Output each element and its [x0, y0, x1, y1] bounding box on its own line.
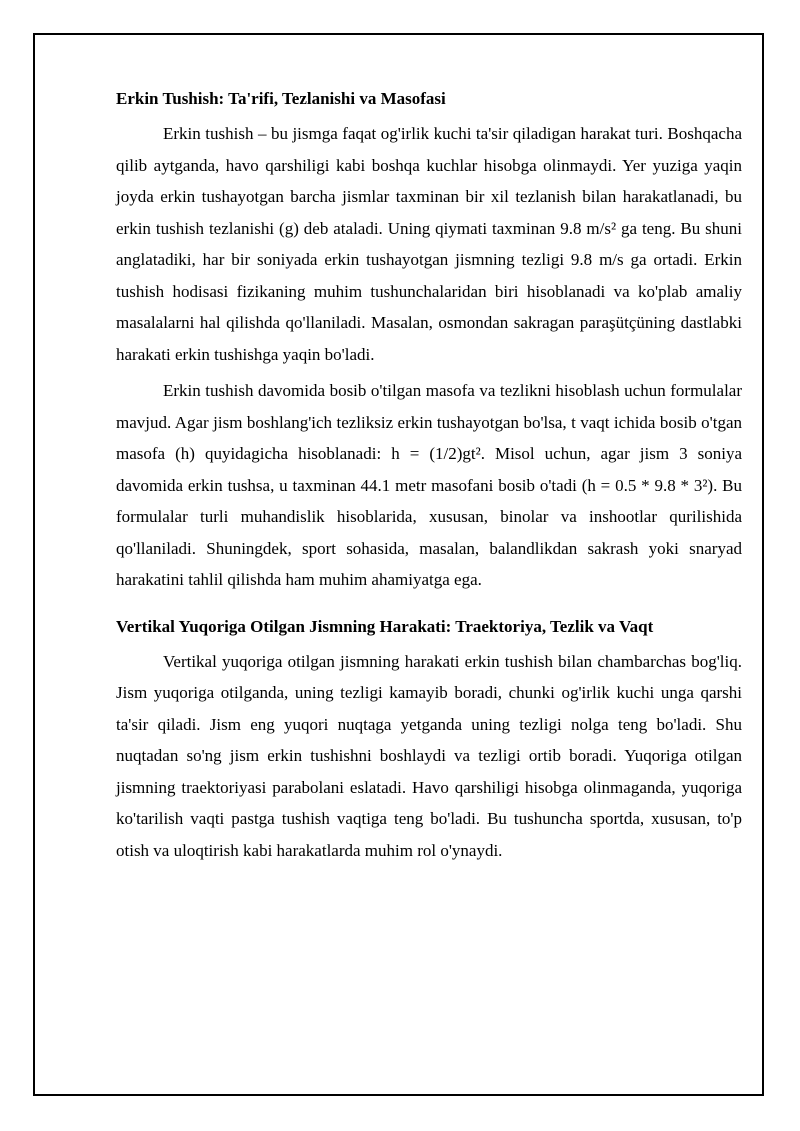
paragraph: Vertikal yuqoriga otilgan jismning harakati erkin tushish bilan chambarchas bog'liq. Jism yuqoriga otilganda, uning tezligi kamayib boradi, chunki og'irlik kuchi unga qarshi ta'sir qiladi. Jism eng yuqori nuqtaga yetganda uning tezligi nolga teng bo'ladi. Shu nuqtadan so'ng jism erkin tushishni boshlaydi va tezligi ortib boradi. Yuqoriga otilgan jismning traektoriyasi parabolani eslatadi. Havo qarshiligi hisobga olinmaganda, yuqoriga ko'tarilish vaqti pastga tushish vaqtiga teng bo'ladi. Bu tushuncha sportda, xususan, to'p otish va uloqtirish kabi harakatlarda muhim rol o'ynaydi.: [116, 651, 742, 860]
section-spacer: [116, 601, 742, 612]
section-vertical-throw: [116, 612, 742, 867]
section-heading: Erkin Tushish: Ta'rifi, Tezlanishi va Masofasi: [116, 89, 446, 108]
section-free-fall: [116, 84, 742, 596]
paragraph: Erkin tushish davomida bosib o'tilgan masofa va tezlikni hisoblash uchun formulalar mavjud. Agar jism boshlang'ich tezliksiz erkin tushayotgan bo'lsa, t vaqt ichida bosib o'tgan masofa (h) quyidagicha hisoblanadi: h = (1/2)gt². Misol uchun, agar jism 3 soniya davomida erkin tushsa, u taxminan 44.1 metr masofani bosib o'tadi (h = 0.5 * 9.8 * 3²). Bu formulalar turli muhandislik hisoblarida, xususan, binolar va inshootlar qurilishida qo'llaniladi. Shuningdek, sport sohasida, masalan, balandlikdan sakrash yoki snaryad harakatini tahlil qilishda ham muhim ahamiyatga ega.: [116, 381, 742, 589]
paragraph: Erkin tushish – bu jismga faqat og'irlik kuchi ta'sir qiladigan harakat turi. Boshqacha qilib aytganda, havo qarshiligi kabi boshqa kuchlar hisobga olinmaydi. Yer yuziga yaqin joyda erkin tushayotgan barcha jismlar taxminan bir xil tezlanish bilan harakatlanadi, bu erkin tushish tezlanishi (g) deb ataladi. Uning qiymati taxminan 9.8 m/s² ga teng. Bu shuni anglatadiki, har bir soniyada erkin tushayotgan jismning tezligi 9.8 m/s ga ortadi. Erkin tushish hodisasi fizikaning muhim tushunchalaridan biri hisoblanadi va ko'plab amaliy masalalarni hal qilishda qo'llaniladi. Masalan, osmondan sakragan paraşütçüning dastlabki harakati erkin tushishga yaqin bo'ladi.: [116, 124, 742, 364]
document-body: [116, 84, 742, 871]
section-heading: Vertikal Yuqoriga Otilgan Jismning Harakati: Traektoriya, Tezlik va Vaqt: [116, 616, 654, 636]
